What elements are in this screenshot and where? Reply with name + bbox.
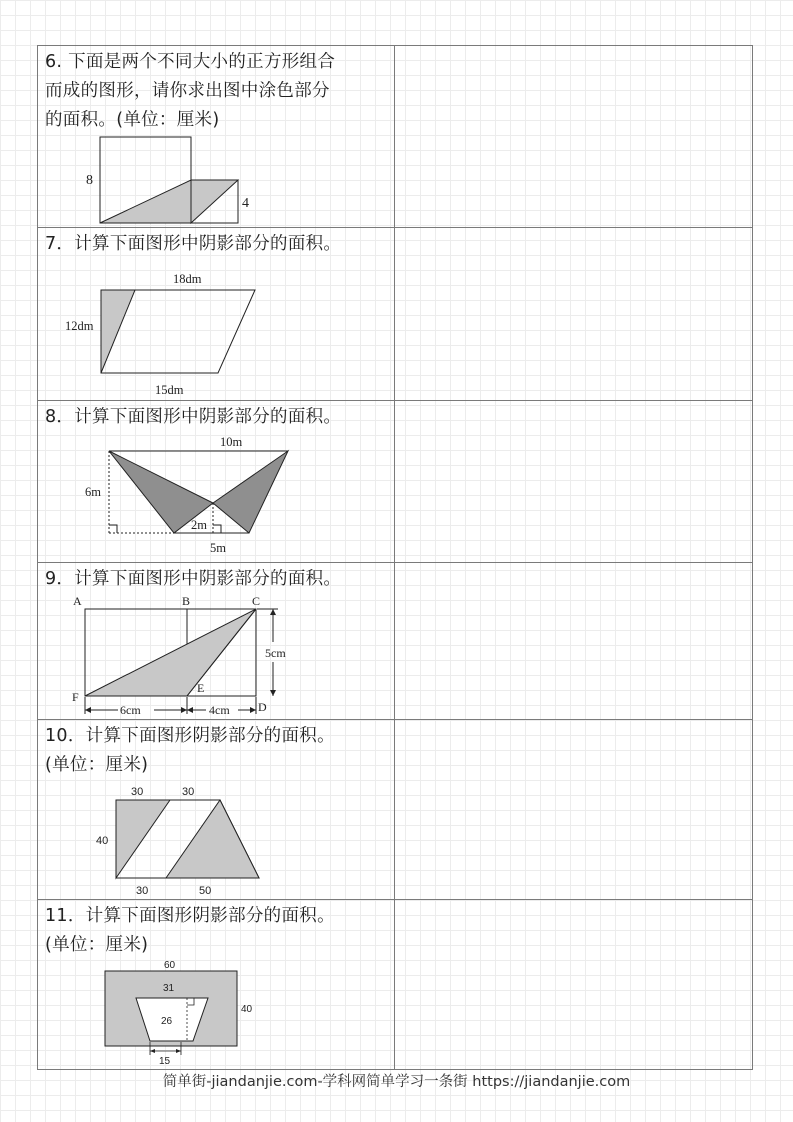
answer-cell-8 (395, 401, 752, 562)
label-fe: 6cm (120, 703, 141, 717)
question-row-8 (38, 401, 752, 563)
point-e: E (197, 681, 205, 695)
question-row-10 (38, 720, 752, 900)
question-text-11: 11．计算下面图形阴影部分的面积。 (单位：厘米) (45, 906, 335, 955)
label-bottom: 15dm (155, 383, 184, 397)
figure-8 (78, 435, 318, 560)
answer-cell-6 (395, 46, 752, 227)
label-top: 18dm (173, 272, 202, 286)
question-text-9: 9．计算下面图形中阴影部分的面积。 (45, 569, 342, 589)
figure-10 (93, 782, 273, 896)
shaded-triangle-large (100, 180, 191, 223)
label-height: 12dm (65, 319, 94, 333)
question-text-8: 8．计算下面图形中阴影部分的面积。 (45, 407, 342, 427)
figure-7 (63, 270, 303, 400)
figure-11 (98, 958, 268, 1068)
point-b: B (182, 594, 191, 608)
shaded-triangle (101, 290, 135, 373)
shaded-triangle-right (166, 800, 259, 878)
label-inner: 2m (191, 518, 207, 532)
label-top-right: 30 (182, 786, 195, 798)
shaded-triangle-left (116, 800, 170, 878)
question-cell-10 (38, 720, 395, 899)
question-cell-7 (38, 228, 395, 400)
question-row-6 (38, 46, 752, 228)
shaded-triangle (85, 609, 256, 696)
answer-cell-10 (395, 720, 752, 899)
point-f: F (72, 690, 79, 704)
label-bottom: 5m (210, 541, 226, 555)
answer-cell-9 (395, 563, 752, 719)
answer-cell-11 (395, 900, 752, 1069)
label-ed: 4cm (209, 703, 230, 717)
label-outer-width: 60 (164, 960, 176, 971)
point-c: C (252, 594, 261, 608)
figure-9 (66, 594, 336, 720)
question-row-9 (38, 563, 752, 720)
label-outer-height: 40 (241, 1004, 253, 1015)
figure-6 (78, 134, 278, 226)
shaded-triangle-right (213, 451, 288, 533)
label-trap-top: 31 (163, 983, 175, 994)
point-a: A (73, 594, 82, 608)
label-cd: 5cm (265, 646, 286, 660)
shaded-triangle-small (191, 180, 238, 223)
label-trap-bottom: 15 (159, 1056, 171, 1067)
label-small-side: 4 (242, 196, 249, 211)
label-height: 40 (96, 835, 109, 847)
label-trap-height: 26 (161, 1016, 173, 1027)
question-cell-6 (38, 46, 395, 227)
label-bottom-right: 50 (199, 885, 212, 897)
question-row-11 (38, 900, 752, 1069)
question-cell-11 (38, 900, 395, 1069)
label-top-left: 30 (131, 786, 144, 798)
answer-cell-7 (395, 228, 752, 400)
question-text-6: 6. 下面是两个不同大小的正方形组合 而成的图形，请你求出图中涂色部分 的面积。(单位：厘米) (45, 52, 336, 130)
question-text-10: 10．计算下面图形阴影部分的面积。 (单位：厘米) (45, 726, 335, 775)
question-row-7 (38, 228, 752, 401)
question-cell-9 (38, 563, 395, 719)
question-text-7: 7．计算下面图形中阴影部分的面积。 (45, 234, 342, 254)
page-footer: 简单街-jiandanjie.com-学科网简单学习一条街 https://jiandanjie.com (162, 1074, 631, 1090)
worksheet-table (37, 45, 753, 1070)
label-top: 10m (220, 435, 243, 449)
label-big-side: 8 (86, 173, 93, 188)
question-cell-8 (38, 401, 395, 562)
point-d: D (258, 700, 267, 714)
label-height: 6m (85, 485, 101, 499)
label-bottom-left: 30 (136, 885, 149, 897)
